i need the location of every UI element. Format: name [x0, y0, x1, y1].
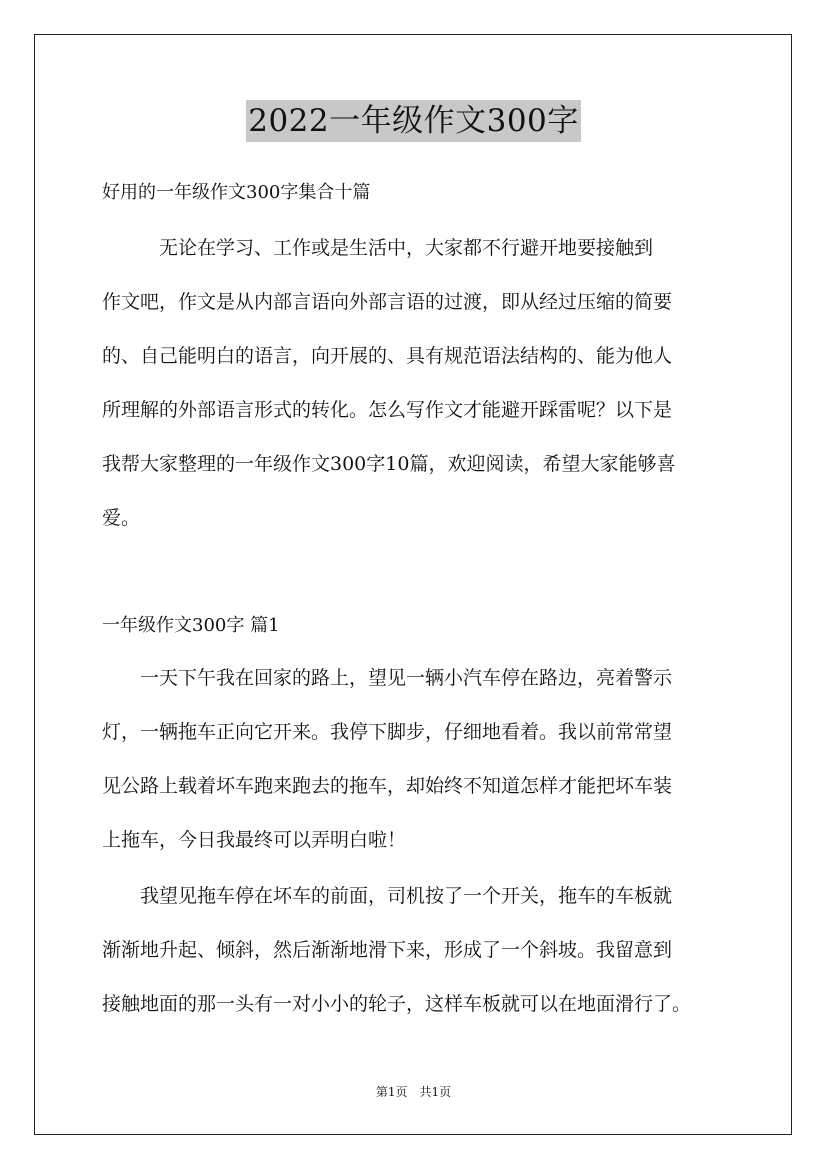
document-title: 2022一年级作文300字: [246, 100, 581, 142]
paragraph-line: 我望见拖车停在坏车的前面，司机按了一个开关，拖车的车板就: [102, 885, 673, 907]
intro-line: 我帮大家整理的一年级作文300字10篇，欢迎阅读，希望大家能够喜: [102, 453, 676, 475]
intro-line: 所理解的外部语言形式的转化。怎么写作文才能避开踩雷呢？以下是: [102, 399, 673, 421]
title-container: [0, 100, 827, 142]
intro-line: 爱。: [102, 507, 141, 529]
paragraph-line: 接触地面的那一头有一对小小的轮子，这样车板就可以在地面滑行了。: [102, 993, 692, 1015]
paragraph-line: 一天下午我在回家的路上，望见一辆小汽车停在路边，亮着警示: [102, 667, 673, 689]
intro-paragraph: [102, 221, 732, 545]
paragraph-line: 上拖车，今日我最终可以弄明白啦！: [102, 829, 407, 851]
paragraph-line: 渐渐地升起、倾斜，然后渐渐地滑下来，形成了一个斜坡。我留意到: [102, 939, 673, 961]
body-paragraph-2: [102, 869, 732, 1031]
body-paragraph-1: [102, 651, 732, 867]
page-number-label: 第1页 共1页: [375, 1085, 452, 1099]
intro-line: 作文吧，作文是从内部言语向外部言语的过渡，即从经过压缩的简要: [102, 291, 673, 313]
page-footer: [0, 1084, 827, 1100]
paragraph-line: 见公路上载着坏车跑来跑去的拖车，却始终不知道怎样才能把坏车装: [102, 775, 673, 797]
section-heading: 一年级作文300字 篇1: [102, 615, 280, 636]
intro-line: 的、自己能明白的语言，向开展的、具有规范语法结构的、能为他人: [102, 345, 673, 367]
document-subtitle: 好用的一年级作文300字集合十篇: [102, 182, 371, 203]
intro-line: 无论在学习、工作或是生活中，大家都不行避开地要接触到: [102, 237, 654, 259]
paragraph-line: 灯，一辆拖车正向它开来。我停下脚步，仔细地看着。我以前常常望: [102, 721, 673, 743]
